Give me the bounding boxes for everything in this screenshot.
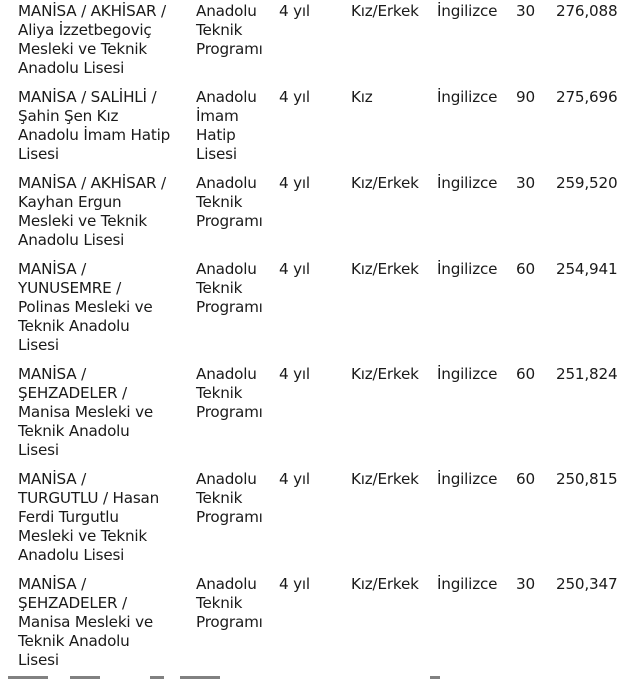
gender-cell: Kız/Erkek <box>351 575 419 593</box>
program-line: Lisesi <box>196 145 237 163</box>
school-line: MANİSA / <box>18 470 86 488</box>
program-line: Teknik <box>196 193 243 211</box>
school-line: MANİSA / AKHİSAR / <box>18 2 166 20</box>
school-line: Mesleki ve Teknik <box>18 527 147 545</box>
table-row <box>18 363 635 468</box>
quota-cell: 90 <box>516 88 535 106</box>
program-line: Anadolu <box>196 88 257 106</box>
program-line: Hatip <box>196 126 236 144</box>
table-row <box>18 0 635 86</box>
school-line: YUNUSEMRE / <box>18 279 122 297</box>
school-cell <box>18 470 190 565</box>
school-line: Polinas Mesleki ve <box>18 298 153 316</box>
gender-cell: Kız/Erkek <box>351 174 419 192</box>
table-row <box>18 573 635 678</box>
program-line: Anadolu <box>196 470 257 488</box>
school-line: Mesleki ve Teknik <box>18 40 147 58</box>
language-cell: İngilizce <box>437 260 498 278</box>
school-line: Teknik Anadolu <box>18 317 130 335</box>
school-line: MANİSA / AKHİSAR / <box>18 174 166 192</box>
table-row <box>18 258 635 363</box>
school-line: Lisesi <box>18 651 59 669</box>
duration-cell: 4 yıl <box>279 575 310 593</box>
school-line: Anadolu Lisesi <box>18 546 125 564</box>
program-line: İmam <box>196 107 239 125</box>
school-line: Anadolu İmam Hatip <box>18 126 171 144</box>
school-line: Lisesi <box>18 336 59 354</box>
school-line: Lisesi <box>18 145 59 163</box>
gender-cell: Kız/Erkek <box>351 2 419 20</box>
gender-cell: Kız/Erkek <box>351 260 419 278</box>
school-line: Manisa Mesleki ve <box>18 613 154 631</box>
program-line: Teknik <box>196 384 243 402</box>
duration-cell: 4 yıl <box>279 88 310 106</box>
program-line: Anadolu <box>196 174 257 192</box>
table-row <box>18 468 635 573</box>
language-cell: İngilizce <box>437 575 498 593</box>
quota-cell: 60 <box>516 260 535 278</box>
school-cell <box>18 575 190 670</box>
score-cell: 276,088 <box>556 2 618 20</box>
quota-cell: 30 <box>516 575 535 593</box>
program-line: Teknik <box>196 594 243 612</box>
program-line: Programı <box>196 403 263 421</box>
program-line: Anadolu <box>196 260 257 278</box>
school-line: Şahin Şen Kız <box>18 107 119 125</box>
language-cell: İngilizce <box>437 365 498 383</box>
score-cell: 250,347 <box>556 575 618 593</box>
school-line: Lisesi <box>18 441 59 459</box>
table-row <box>18 86 635 172</box>
school-cell <box>18 2 190 78</box>
school-cell <box>18 365 190 460</box>
quota-cell: 60 <box>516 470 535 488</box>
program-cell <box>196 260 276 317</box>
program-line: Programı <box>196 613 263 631</box>
school-line: ŞEHZADELER / <box>18 384 127 402</box>
school-line: MANİSA / SALİHLİ / <box>18 88 157 106</box>
school-line: Teknik Anadolu <box>18 632 130 650</box>
school-line: Teknik Anadolu <box>18 422 130 440</box>
school-line: Manisa Mesleki ve <box>18 403 154 421</box>
duration-cell: 4 yıl <box>279 365 310 383</box>
school-line: MANİSA / <box>18 260 86 278</box>
gender-cell: Kız/Erkek <box>351 470 419 488</box>
program-line: Teknik <box>196 21 243 39</box>
duration-cell: 4 yıl <box>279 470 310 488</box>
program-line: Programı <box>196 212 263 230</box>
score-cell: 254,941 <box>556 260 618 278</box>
program-cell <box>196 470 276 527</box>
program-line: Teknik <box>196 489 243 507</box>
school-line: Anadolu Lisesi <box>18 59 125 77</box>
program-line: Anadolu <box>196 2 257 20</box>
program-line: Anadolu <box>196 365 257 383</box>
school-line: TURGUTLU / Hasan <box>18 489 160 507</box>
program-line: Programı <box>196 40 263 58</box>
school-line: MANİSA / <box>18 575 86 593</box>
quota-cell: 60 <box>516 365 535 383</box>
quota-cell: 30 <box>516 2 535 20</box>
program-line: Teknik <box>196 279 243 297</box>
duration-cell: 4 yıl <box>279 260 310 278</box>
duration-cell: 4 yıl <box>279 174 310 192</box>
score-cell: 251,824 <box>556 365 618 383</box>
score-cell: 259,520 <box>556 174 618 192</box>
table-row <box>18 172 635 258</box>
gender-cell: Kız/Erkek <box>351 365 419 383</box>
score-cell: 275,696 <box>556 88 618 106</box>
program-line: Programı <box>196 298 263 316</box>
gender-cell: Kız <box>351 88 373 106</box>
program-cell <box>196 88 276 164</box>
language-cell: İngilizce <box>437 2 498 20</box>
duration-cell: 4 yıl <box>279 2 310 20</box>
quota-cell: 30 <box>516 174 535 192</box>
program-line: Programı <box>196 508 263 526</box>
school-line: Aliya İzzetbegoviç <box>18 21 152 39</box>
school-cell <box>18 174 190 250</box>
school-line: Anadolu Lisesi <box>18 231 125 249</box>
school-line: ŞEHZADELER / <box>18 594 127 612</box>
school-cell <box>18 88 190 164</box>
school-line: Kayhan Ergun <box>18 193 122 211</box>
school-line: Mesleki ve Teknik <box>18 212 147 230</box>
program-cell <box>196 575 276 632</box>
score-cell: 250,815 <box>556 470 618 488</box>
language-cell: İngilizce <box>437 88 498 106</box>
language-cell: İngilizce <box>437 470 498 488</box>
program-cell <box>196 365 276 422</box>
next-row-cutoff <box>0 676 617 680</box>
program-cell <box>196 2 276 59</box>
program-cell <box>196 174 276 231</box>
school-cell <box>18 260 190 355</box>
school-line: MANİSA / <box>18 365 86 383</box>
program-line: Anadolu <box>196 575 257 593</box>
language-cell: İngilizce <box>437 174 498 192</box>
school-line: Ferdi Turgutlu <box>18 508 119 526</box>
